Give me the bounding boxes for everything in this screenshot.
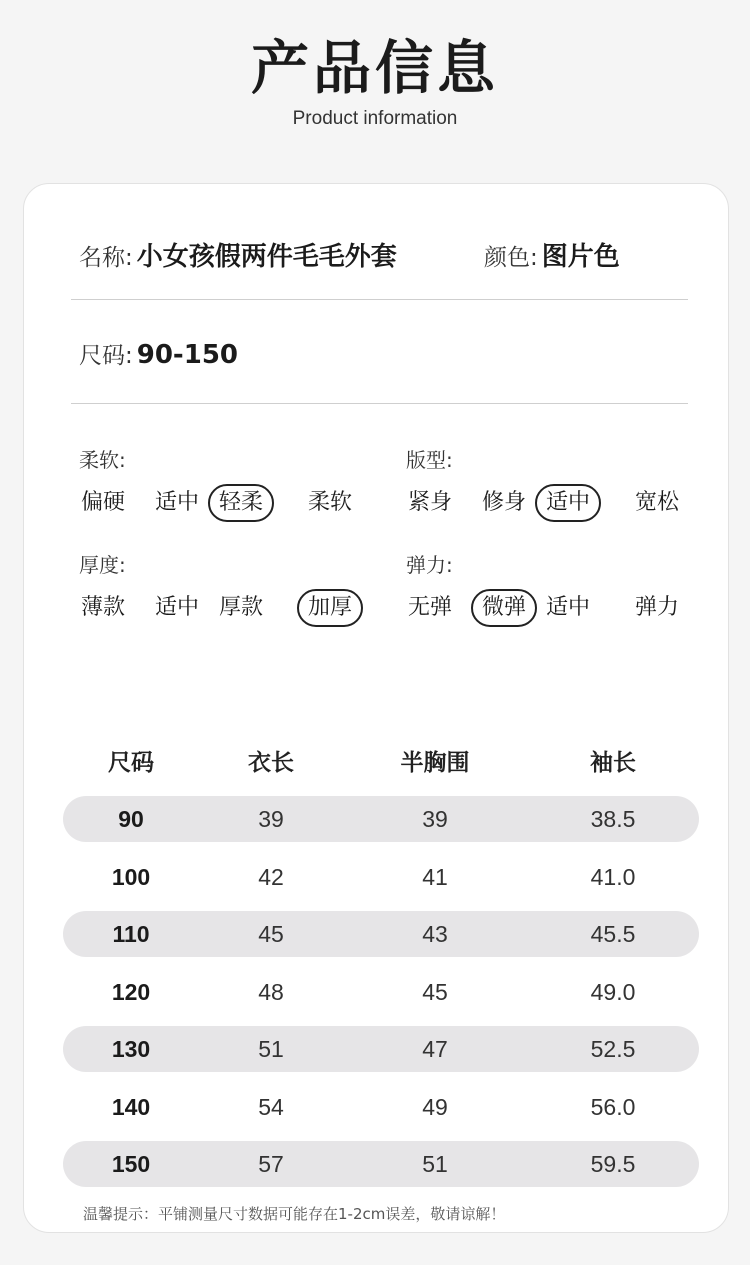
table-cell: 100 [111, 863, 151, 890]
name-label: 名称: [79, 245, 133, 271]
table-cell: 49 [422, 1093, 448, 1120]
table-cell: 54 [258, 1093, 284, 1120]
name-row [79, 236, 397, 273]
divider [71, 403, 688, 404]
table-cell: 39 [422, 806, 448, 832]
table-cell: 42 [258, 863, 284, 890]
table-cell: 150 [111, 1151, 151, 1177]
softness-option-selected: 轻柔 [208, 484, 274, 522]
table-cell: 38.5 [590, 806, 636, 832]
product-info-card [23, 183, 729, 1233]
table-cell: 41.0 [590, 863, 636, 890]
thickness-attribute [79, 549, 352, 620]
table-cell: 41 [422, 863, 448, 890]
thickness-option: 厚款 [218, 595, 263, 620]
thickness-option-selected: 加厚 [297, 589, 363, 627]
table-cell: 120 [111, 978, 151, 1005]
table-cell: 49.0 [590, 978, 636, 1005]
fit-option-selected: 适中 [535, 484, 601, 522]
name-value: 小女孩假两件毛毛外套 [136, 242, 397, 272]
table-row [63, 969, 699, 1015]
table-row [63, 1026, 699, 1072]
elasticity-attribute [406, 549, 679, 620]
size-value: 90-150 [136, 340, 238, 370]
thickness-option: 适中 [154, 595, 199, 620]
table-cell: 51 [258, 1036, 284, 1062]
thickness-option: 薄款 [80, 595, 125, 620]
table-cell: 39 [258, 806, 284, 832]
table-cell: 59.5 [590, 1151, 636, 1177]
table-cell: 47 [422, 1036, 448, 1062]
column-header: 尺码 [108, 750, 154, 776]
color-row [484, 236, 620, 273]
table-row [63, 1141, 699, 1187]
elasticity-title: 弹力: [406, 553, 453, 577]
page-title: 产品信息 [250, 34, 499, 102]
table-cell: 51 [422, 1151, 448, 1177]
softness-option: 柔软 [307, 490, 352, 515]
fit-attribute [406, 444, 679, 515]
table-row [63, 854, 699, 900]
table-cell: 140 [111, 1093, 151, 1120]
fit-title: 版型: [406, 448, 453, 472]
elasticity-option: 适中 [545, 595, 590, 620]
table-cell: 45.5 [590, 921, 636, 947]
table-cell: 57 [258, 1151, 284, 1177]
table-row [63, 911, 699, 957]
page-header [0, 30, 750, 130]
table-cell: 90 [118, 806, 144, 832]
table-cell: 45 [422, 978, 448, 1005]
column-header: 衣长 [248, 750, 294, 776]
softness-option: 偏硬 [80, 490, 125, 515]
table-cell: 45 [258, 921, 284, 947]
fit-option: 修身 [481, 490, 526, 515]
size-label: 尺码: [79, 343, 133, 369]
measurement-note: 温馨提示：平铺测量尺寸数据可能存在1-2cm误差，敬请谅解！ [83, 1205, 506, 1223]
softness-option: 适中 [154, 490, 199, 515]
elasticity-option: 弹力 [634, 595, 679, 620]
table-cell: 43 [422, 921, 448, 947]
size-table [63, 744, 699, 1177]
column-header: 半胸围 [400, 750, 470, 776]
softness-title: 柔软: [79, 448, 126, 472]
table-cell: 52.5 [590, 1036, 636, 1062]
table-cell: 48 [258, 978, 284, 1005]
size-row [79, 337, 238, 370]
fit-option: 宽松 [634, 490, 679, 515]
column-header: 袖长 [590, 750, 636, 776]
page-subtitle: Product information [292, 108, 458, 129]
size-table-header [63, 744, 699, 784]
color-label: 颜色: [484, 245, 538, 271]
fit-option: 紧身 [407, 490, 452, 515]
elasticity-option-selected: 微弹 [471, 589, 537, 627]
elasticity-option: 无弹 [407, 595, 452, 620]
table-cell: 130 [111, 1036, 151, 1062]
divider [71, 299, 688, 300]
color-value: 图片色 [541, 242, 620, 272]
table-cell: 56.0 [590, 1093, 636, 1120]
table-row [63, 1084, 699, 1130]
table-cell: 110 [112, 921, 150, 947]
thickness-title: 厚度: [79, 553, 126, 577]
softness-attribute [79, 444, 352, 515]
table-row [63, 796, 699, 842]
